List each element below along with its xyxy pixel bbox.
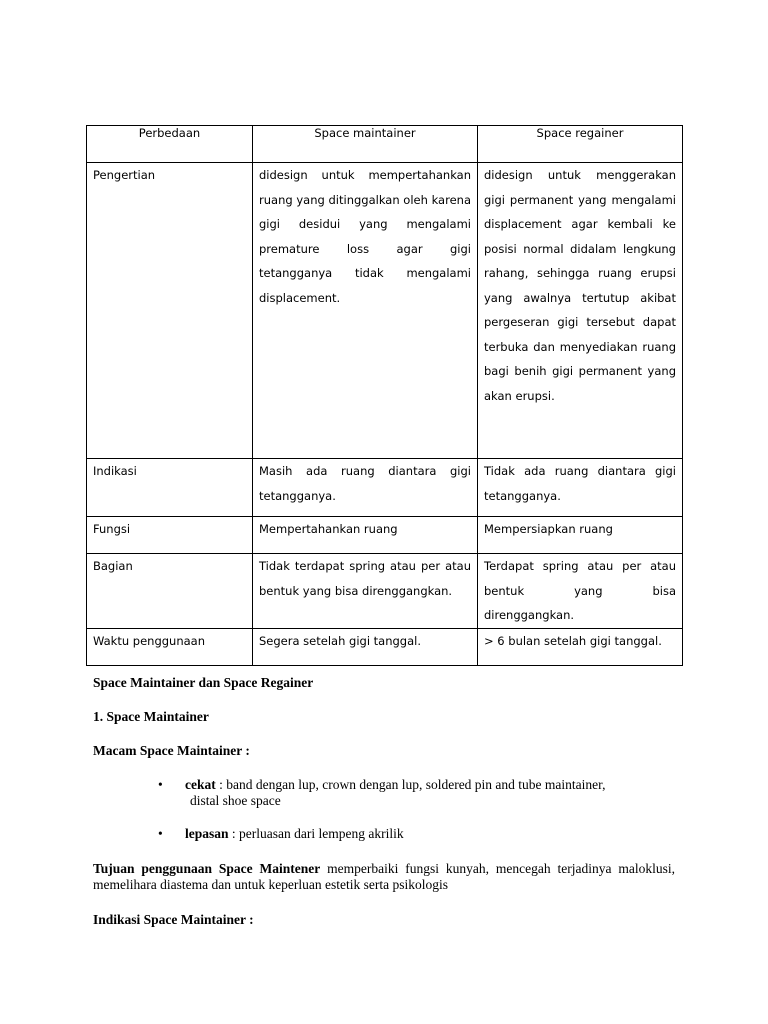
- bullet-text-continuation: distal shoe space: [190, 793, 281, 808]
- regainer-cell: Tidak ada ruang diantara gigi tetangganya.: [478, 459, 683, 517]
- table-header-cell: Space maintainer: [253, 126, 478, 163]
- subsection-title: Macam Space Maintainer :: [93, 743, 250, 758]
- table-header-cell: Perbedaan: [87, 126, 253, 163]
- table-row: [87, 628, 683, 665]
- bullet-term: lepasan: [185, 826, 229, 841]
- row-label: Pengertian: [87, 163, 253, 459]
- regainer-cell: didesign untuk menggerakan gigi permanent yang mengalami displacement agar kembali ke posisi normal didalam lengkung rahang, sehingga ruang erupsi yang awalnya tertutup akibat pergeseran gigi tersebut dapat terbuka dan menyediakan ruang bagi benih gigi permanent yang akan erupsi.: [478, 163, 683, 459]
- table-row: [87, 554, 683, 629]
- bullet-text: : perluasan dari lempeng akrilik: [228, 826, 404, 841]
- section-heading: Space Maintainer dan Space Regainer: [93, 675, 314, 690]
- subsection-title: Indikasi Space Maintainer :: [93, 912, 254, 927]
- bullet-text: : band dengan lup, crown dengan lup, soldered pin and tube maintainer,: [215, 777, 606, 792]
- tujuan-text: memperbaiki fungsi kunyah, mencegah terjadinya maloklusi, memelihara diastema dan untuk keperluan estetik serta psikologis: [93, 861, 675, 892]
- table-row: [87, 517, 683, 554]
- tujuan-term: Tujuan penggunaan Space Maintener: [93, 861, 321, 876]
- table-row: [87, 459, 683, 517]
- tujuan-paragraph: [93, 861, 675, 893]
- bullet-icon: •: [158, 777, 163, 792]
- regainer-cell: Terdapat spring atau per atau bentuk yang bisa direnggangkan.: [478, 554, 683, 629]
- maintainer-cell: Segera setelah gigi tanggal.: [253, 628, 478, 665]
- comparison-table: [86, 125, 683, 666]
- row-label: Bagian: [87, 554, 253, 629]
- row-label: Fungsi: [87, 517, 253, 554]
- table-header-row: [87, 126, 683, 163]
- regainer-cell: > 6 bulan setelah gigi tanggal.: [478, 628, 683, 665]
- maintainer-cell: didesign untuk mempertahankan ruang yang ditinggalkan oleh karena gigi desidui yang mengalami premature loss agar gigi tetangganya tidak mengalami displacement.: [253, 163, 478, 459]
- row-label: Indikasi: [87, 459, 253, 517]
- bullet-term: cekat: [185, 777, 216, 792]
- bullet-icon: •: [158, 826, 163, 841]
- table-row: [87, 163, 683, 459]
- table-header-cell: Space regainer: [478, 126, 683, 163]
- maintainer-cell: Mempertahankan ruang: [253, 517, 478, 554]
- maintainer-cell: Masih ada ruang diantara gigi tetangganya.: [253, 459, 478, 517]
- section-number-title: 1. Space Maintainer: [93, 709, 209, 724]
- regainer-cell: Mempersiapkan ruang: [478, 517, 683, 554]
- maintainer-cell: Tidak terdapat spring atau per atau bentuk yang bisa direnggangkan.: [253, 554, 478, 629]
- row-label: Waktu penggunaan: [87, 628, 253, 665]
